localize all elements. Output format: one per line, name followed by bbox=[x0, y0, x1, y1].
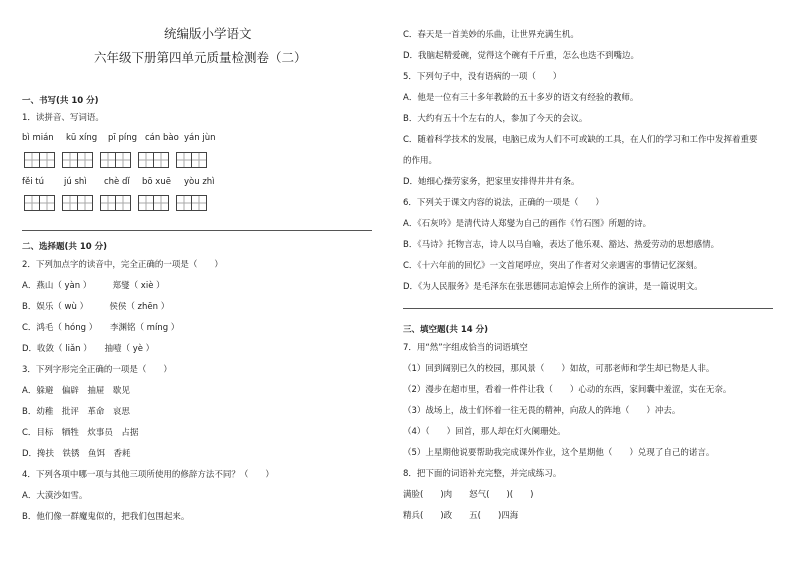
pinyin-1: bì mián bbox=[22, 133, 54, 143]
rt-line-11: C．《十六年前的回忆》一文首尾呼应，突出了作者对父亲遇害的事情记忆深刻。 bbox=[403, 261, 703, 271]
rt-line-6: 的作用。 bbox=[403, 156, 438, 166]
s3-line-4: （4）（ ）回首，那人却在灯火阑珊处。 bbox=[403, 427, 566, 437]
s2-line-9: D．搀扶 铁锈 鱼饵 香耗 bbox=[22, 449, 131, 459]
section-divider bbox=[22, 230, 372, 231]
question-1: 1．读拼音、写词语。 bbox=[22, 113, 104, 123]
rt-line-12: D．《为人民服务》是毛泽东在张思德同志追悼会上所作的演讲，是一篇说明文。 bbox=[403, 282, 703, 292]
s2-line-6: A．躲避 偏辟 抽屉 歇见 bbox=[22, 386, 130, 396]
section-divider bbox=[403, 308, 773, 309]
page-subtitle: 六年级下册第四单元质量检测卷（二） bbox=[94, 50, 307, 65]
writing-grid-row2[interactable] bbox=[24, 195, 206, 211]
s3-line-8: 精兵( )政 五( )四海 bbox=[403, 511, 519, 521]
pinyin-2: kū xíng bbox=[66, 133, 98, 143]
s2-line-7: B．幼稚 批评 革命 哀思 bbox=[22, 407, 130, 417]
s2-line-5: 3．下列字形完全正确的一项是（ ） bbox=[22, 365, 172, 375]
s3-line-3: （3）战场上，战士们怀着一往无畏的精神，向敌人的阵地（ ）冲去。 bbox=[403, 406, 681, 416]
s3-line-2: （2）漫步在超市里，看着一件件让我（ ）心动的东西，家间囊中羞涩，实在无奈。 bbox=[403, 385, 732, 395]
s2-line-10: 4．下列各项中哪一项与其他三项所使用的修辞方法不同？（ ） bbox=[22, 470, 274, 480]
pinyin-8: chè dǐ bbox=[104, 177, 130, 187]
s2-line-4: D．收敛（ liǎn ） 抽噎（ yè ） bbox=[22, 344, 155, 354]
writing-grid-row1[interactable] bbox=[24, 152, 206, 168]
pinyin-3: pī píng bbox=[108, 133, 137, 143]
s2-line-11: A．大漠沙如雪。 bbox=[22, 491, 88, 501]
rt-line-8: 6．下列关于课文内容的说法，正确的一项是（ ） bbox=[403, 198, 604, 208]
pinyin-7: jú shì bbox=[64, 177, 87, 187]
s2-line-12: B．他们像一群魔鬼似的，把我们包围起来。 bbox=[22, 512, 190, 522]
rt-line-7: D．她细心操劳家务，把家里安排得井井有条。 bbox=[403, 177, 580, 187]
pinyin-6: fěi tú bbox=[22, 177, 45, 187]
s3-line-7: 满脸( )肉 怒气( )( ) bbox=[403, 490, 534, 500]
page-title: 统编版小学语文 bbox=[164, 26, 252, 41]
s2-line-2: B．娱乐（ wù ） 侯侯（ zhēn ） bbox=[22, 302, 170, 312]
section-1-heading: 一、书写(共 10 分) bbox=[22, 96, 99, 106]
rt-line-4: B．大约有五十个左右的人，参加了今天的会议。 bbox=[403, 114, 588, 124]
s3-line-5: （5）上星期他说要帮助我完成课外作业，这个星期他（ ）兑现了自己的诺言。 bbox=[403, 448, 715, 458]
rt-line-2: 5．下列句子中，没有语病的一项（ ） bbox=[403, 72, 562, 82]
rt-line-5: C．随着科学技术的发展，电脑已成为人们不可或缺的工具，在人们的学习和工作中发挥着重要 bbox=[403, 135, 758, 145]
s3-line-0: 7．用“然”字组成恰当的词语填空 bbox=[403, 343, 528, 353]
pinyin-9: bō xuē bbox=[142, 177, 171, 187]
s2-line-1: A．燕山（ yàn ） 郑燮（ xiè ） bbox=[22, 281, 165, 291]
pinyin-4: cán bào bbox=[145, 133, 179, 143]
s3-line-6: 8．把下面的词语补充完整，并完成练习。 bbox=[403, 469, 562, 479]
rt-line-1: D．我脑起精爱碗，觉得这个碗有千斤重，怎么也迭不到嘴边。 bbox=[403, 51, 640, 61]
rt-line-3: A．他是一位有三十多年教龄的五十多岁的语文有经验的教师。 bbox=[403, 93, 639, 103]
section-3-heading: 三、填空题(共 14 分) bbox=[403, 325, 489, 335]
rt-line-10: B．《马诗》托物言志，诗人以马自喻，表达了他乐观、豁达、热爱劳动的思想感情。 bbox=[403, 240, 720, 250]
rt-line-0: C．春天是一首美妙的乐曲，让世界充满生机。 bbox=[403, 30, 579, 40]
s3-line-1: （1）回到阔别已久的校园，那风景（ ）如故，可那老师和学生却已物是人非。 bbox=[403, 364, 715, 374]
rt-line-9: A．《石灰吟》是清代诗人郑燮为自己的画作《竹石图》所题的诗。 bbox=[403, 219, 652, 229]
pinyin-10: yòu zhì bbox=[184, 177, 215, 187]
section-2-heading: 二、选择题(共 10 分) bbox=[22, 242, 108, 252]
s2-line-8: C．目标 牺牲 炊事员 占据 bbox=[22, 428, 139, 438]
pinyin-5: yán jùn bbox=[184, 133, 216, 143]
s2-line-0: 2．下列加点字的读音中，完全正确的一项是（ ） bbox=[22, 260, 223, 270]
s2-line-3: C．鸿毛（ hóng ） 李渊铭（ míng ） bbox=[22, 323, 180, 333]
